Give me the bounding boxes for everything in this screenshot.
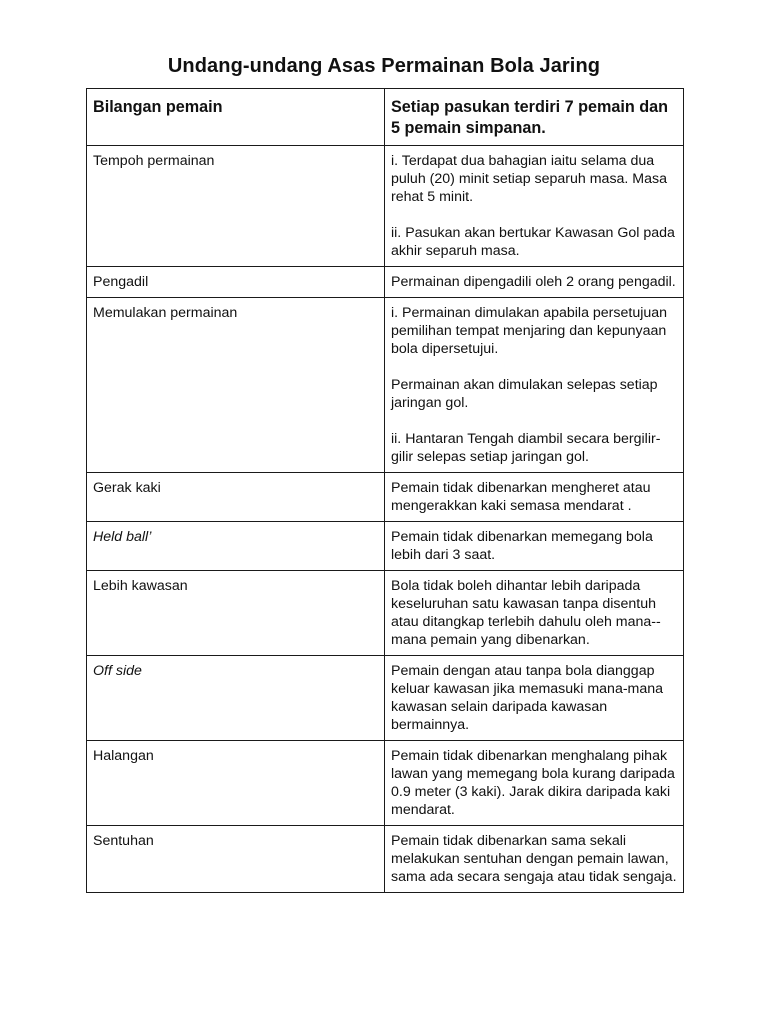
table-row [87, 146, 684, 267]
rule-description-cell [385, 656, 684, 741]
table-row [87, 571, 684, 656]
rule-description-cell [385, 473, 684, 522]
rules-table [86, 88, 684, 893]
table-row [87, 826, 684, 893]
rule-label-cell: Gerak kaki [87, 473, 385, 522]
rule-description-cell [385, 267, 684, 298]
rule-paragraph: Permainan akan dimulakan selepas setiap jaringan gol. [391, 377, 658, 411]
rule-paragraph: Pemain dengan atau tanpa bola dianggap keluar kawasan jika memasuki mana-mana kawasan selain daripada kawasan bermainnya. [391, 663, 664, 733]
rule-label-cell: Tempoh permainan [87, 146, 385, 267]
rule-paragraph: Permainan dipengadili oleh 2 orang pengadil. [391, 274, 676, 290]
rule-paragraph: Pemain tidak dibenarkan memegang bola lebih dari 3 saat. [391, 529, 653, 563]
table-row [87, 522, 684, 571]
rule-description-cell [385, 741, 684, 826]
rule-paragraph: i. Permainan dimulakan apabila persetujuan pemilihan tempat menjaring dan kepunyaan bola dipersetujui. [391, 305, 668, 357]
rule-paragraph: Pemain tidak dibenarkan menghalang pihak lawan yang memegang bola kurang daripada 0.9 meter (3 kaki). Jarak dikira daripada kaki mendarat. [391, 748, 675, 818]
header-label-cell: Bilangan pemain [87, 89, 385, 146]
rule-label-cell: Pengadil [87, 267, 385, 298]
rule-description-cell [385, 826, 684, 893]
rule-paragraph: ii. Hantaran Tengah diambil secara bergilir-gilir selepas setiap jaringan gol. [391, 431, 661, 465]
table-header-row [87, 89, 684, 146]
header-value-cell: Setiap pasukan terdiri 7 pemain dan 5 pemain simpanan. [385, 89, 684, 146]
rule-paragraph: Pemain tidak dibenarkan sama sekali melakukan sentuhan dengan pemain lawan, sama ada secara sengaja atau tidak sengaja. [391, 833, 677, 885]
table-row [87, 473, 684, 522]
rule-paragraph: i. Terdapat dua bahagian iaitu selama dua puluh (20) minit setiap separuh masa. Masa rehat 5 minit. [391, 153, 668, 205]
rule-paragraph: Pemain tidak dibenarkan mengheret atau mengerakkan kaki semasa mendarat . [391, 480, 651, 514]
rule-label-cell: Lebih kawasan [87, 571, 385, 656]
table-row [87, 656, 684, 741]
rule-label-cell: Halangan [87, 741, 385, 826]
rule-label-cell: Held ball’ [87, 522, 385, 571]
rule-label-cell: Memulakan permainan [87, 298, 385, 473]
rule-description-cell [385, 522, 684, 571]
rule-paragraph: Bola tidak boleh dihantar lebih daripada keseluruhan satu kawasan tanpa disentuh atau ditangkap terlebih dahulu oleh mana--mana pemain yang dibenarkan. [391, 578, 661, 648]
rule-label-cell: Sentuhan [87, 826, 385, 893]
table-row [87, 298, 684, 473]
rule-description-cell [385, 571, 684, 656]
rule-label-cell: Off side [87, 656, 385, 741]
document-title: Undang-undang Asas Permainan Bola Jaring [167, 55, 601, 77]
table-row [87, 741, 684, 826]
rule-description-cell [385, 146, 684, 267]
rule-description-cell [385, 298, 684, 473]
table-row [87, 267, 684, 298]
rule-paragraph: ii. Pasukan akan bertukar Kawasan Gol pada akhir separuh masa. [391, 225, 675, 259]
